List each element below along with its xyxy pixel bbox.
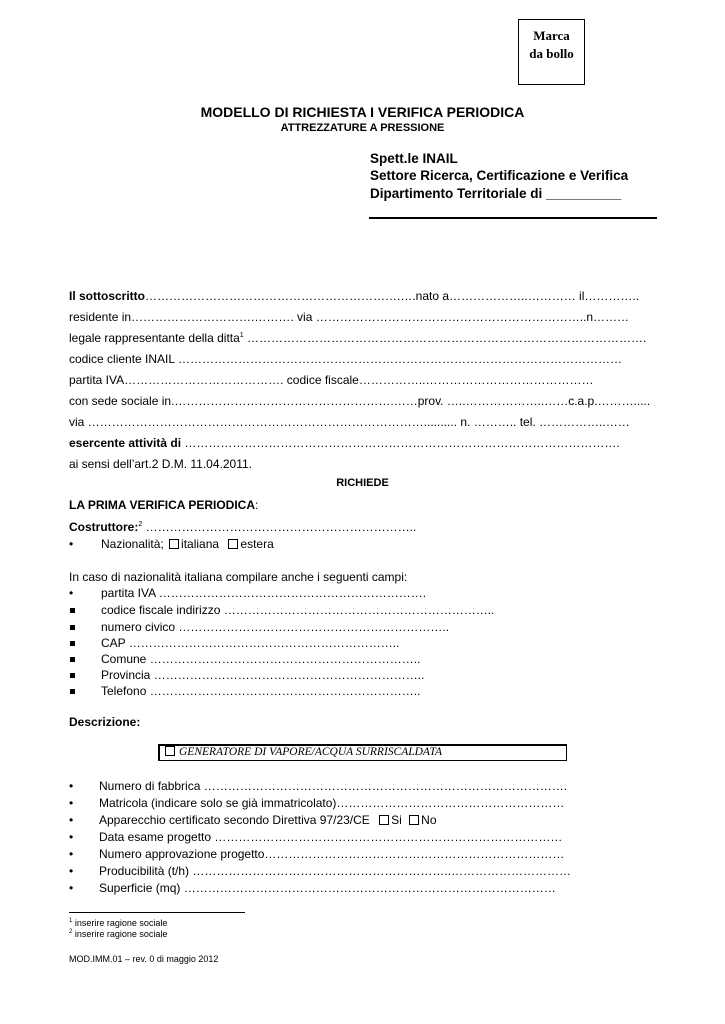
- detail-numero-approvazione[interactable]: Numero approvazione progetto…………………………………………………………………: [99, 847, 565, 861]
- sottoscritto-label: Il sottoscritto: [69, 289, 146, 303]
- bullet-dot-icon: •: [69, 847, 74, 861]
- bullet-dot-icon: •: [69, 586, 74, 600]
- estera-option-label: estera: [240, 537, 274, 551]
- italiana-field-comune[interactable]: Comune …………………………………………………………..: [101, 652, 421, 666]
- prima-verifica-heading: [69, 498, 258, 512]
- legale-label: legale rappresentante della ditta: [69, 331, 240, 345]
- bullet-square-icon: [70, 625, 75, 630]
- legale-field[interactable]: ……………………………………………………………………………………….: [243, 331, 647, 345]
- si-label: Si: [391, 813, 402, 827]
- costruttore-row[interactable]: [69, 520, 416, 534]
- via-row[interactable]: via ………………………………………………………………………….......... n. ……….. tel. ……………..……: [69, 415, 630, 429]
- no-label: No: [421, 813, 437, 827]
- bullet-square-icon: [70, 689, 75, 694]
- italiana-checkbox[interactable]: [169, 539, 179, 549]
- esercente-label: esercente attività di: [69, 436, 182, 450]
- italiana-intro: In caso di nazionalità italiana compilare anche i seguenti campi:: [69, 570, 408, 584]
- bullet-dot-icon: •: [69, 537, 74, 551]
- document-title: MODELLO DI RICHIESTA I VERIFICA PERIODICA: [200, 104, 525, 120]
- footnote-1-number: 1: [69, 918, 73, 924]
- italiana-option-label: italiana: [181, 537, 220, 551]
- bullet-dot-icon: •: [69, 881, 74, 895]
- italiana-field-codice-fiscale[interactable]: codice fiscale indirizzo …………………………………………………………..: [101, 603, 495, 617]
- bullet-square-icon: [70, 641, 75, 646]
- italiana-field-cap[interactable]: CAP …………………………………………………………..: [101, 636, 400, 650]
- italiana-field-numero-civico[interactable]: numero civico …………………………………………………………..: [101, 620, 450, 634]
- prima-verifica-label: LA PRIMA VERIFICA PERIODICA: [69, 498, 256, 512]
- detail-apparecchio-row: [99, 813, 437, 827]
- italiana-field-telefono[interactable]: Telefono …………………………………………………………..: [101, 684, 421, 698]
- si-checkbox[interactable]: [379, 815, 389, 825]
- codice-cliente-row[interactable]: codice cliente INAIL …………………………………………………………………………………………………: [69, 352, 622, 366]
- italiana-field-partita-iva[interactable]: partita IVA ………………………………………………………….: [101, 586, 427, 600]
- descrizione-label: Descrizione:: [69, 715, 141, 729]
- footnote-1: [69, 918, 167, 928]
- costruttore-field[interactable]: …………………………………………………………..: [142, 520, 417, 534]
- residente-row[interactable]: residente in………………………….………. via …………………………………………………………..n………: [69, 310, 630, 324]
- stamp-line-2: da bollo: [529, 46, 574, 61]
- detail-numero-fabbrica[interactable]: Numero di fabbrica ……………………………………………………………………………….: [99, 779, 568, 793]
- estera-checkbox[interactable]: [228, 539, 238, 549]
- partita-iva-row[interactable]: partita IVA…………………………………. codice fiscale……………..……………………………………: [69, 373, 594, 387]
- bullet-dot-icon: •: [69, 830, 74, 844]
- bullet-square-icon: [70, 608, 75, 613]
- stamp-line-1: Marca: [533, 28, 570, 43]
- recipient-underline: [369, 217, 657, 219]
- sottoscritto-field[interactable]: ……………………………………………………….….nato a………………..………… il…………..: [145, 289, 640, 303]
- costruttore-label: Costruttore:: [69, 520, 139, 534]
- bullet-dot-icon: •: [69, 796, 74, 810]
- no-checkbox[interactable]: [409, 815, 419, 825]
- detail-superficie[interactable]: Superficie (mq) …………………………………………………………………………………: [99, 881, 556, 895]
- recipient-line-2: Settore Ricerca, Certificazione e Verifica: [370, 168, 629, 183]
- footnote-ref-2: 2: [138, 521, 143, 528]
- document-subtitle: ATTREZZATURE A PRESSIONE: [280, 122, 445, 134]
- footnote-1-text: inserire ragione sociale: [72, 918, 168, 928]
- descrizione-value: GENERATORE DI VAPORE/ACQUA SURRISCALDATA: [179, 746, 443, 758]
- footnote-2: [69, 929, 167, 939]
- bullet-dot-icon: •: [69, 864, 74, 878]
- detail-producibilita[interactable]: Producibilità (t/h) ………………………………………………………..…………………………: [99, 864, 572, 878]
- sede-row[interactable]: con sede sociale in.……………………………………………….……prov. …..………………..……c.a.p.……….....: [69, 394, 651, 408]
- detail-data-esame[interactable]: Data esame progetto ……………………………………………………………………………: [99, 830, 563, 844]
- esercente-row[interactable]: [69, 436, 620, 450]
- footnote-2-text: inserire ragione sociale: [72, 929, 168, 939]
- ai-sensi-text: ai sensi dell’art.2 D.M. 11.04.2011.: [69, 457, 252, 471]
- bullet-dot-icon: •: [69, 813, 74, 827]
- footnote-ref-1: 1: [239, 332, 244, 339]
- nazionalita-row: [101, 537, 274, 551]
- bullet-square-icon: [70, 657, 75, 662]
- generatore-checkbox[interactable]: [165, 746, 175, 756]
- sottoscritto-row: [69, 289, 639, 303]
- nazionalita-label: Nazionalità;: [101, 537, 164, 551]
- richiede-heading: RICHIEDE: [336, 477, 389, 489]
- stamp-box: [518, 19, 585, 85]
- prima-verifica-colon: :: [255, 498, 259, 512]
- bullet-square-icon: [70, 673, 75, 678]
- form-code-footer: MOD.IMM.01 – rev. 0 di maggio 2012: [69, 954, 219, 964]
- detail-apparecchio-label: Apparecchio certificato secondo Direttiva 97/23/CE: [99, 813, 370, 827]
- legale-row[interactable]: [69, 331, 646, 345]
- descrizione-box[interactable]: [158, 744, 567, 761]
- italiana-field-provincia[interactable]: Provincia …………………………………………………………..: [101, 668, 425, 682]
- detail-matricola[interactable]: Matricola (indicare solo se già immatricolato)…………………………………………………: [99, 796, 565, 810]
- recipient-line-1: Spett.le INAIL: [370, 151, 458, 166]
- footnote-2-number: 2: [69, 929, 73, 935]
- recipient-line-3: Dipartimento Territoriale di __________: [370, 186, 622, 201]
- bullet-dot-icon: •: [69, 779, 74, 793]
- esercente-field[interactable]: ……………………………………………………………………………………………….: [181, 436, 620, 450]
- footnote-separator: [69, 912, 245, 913]
